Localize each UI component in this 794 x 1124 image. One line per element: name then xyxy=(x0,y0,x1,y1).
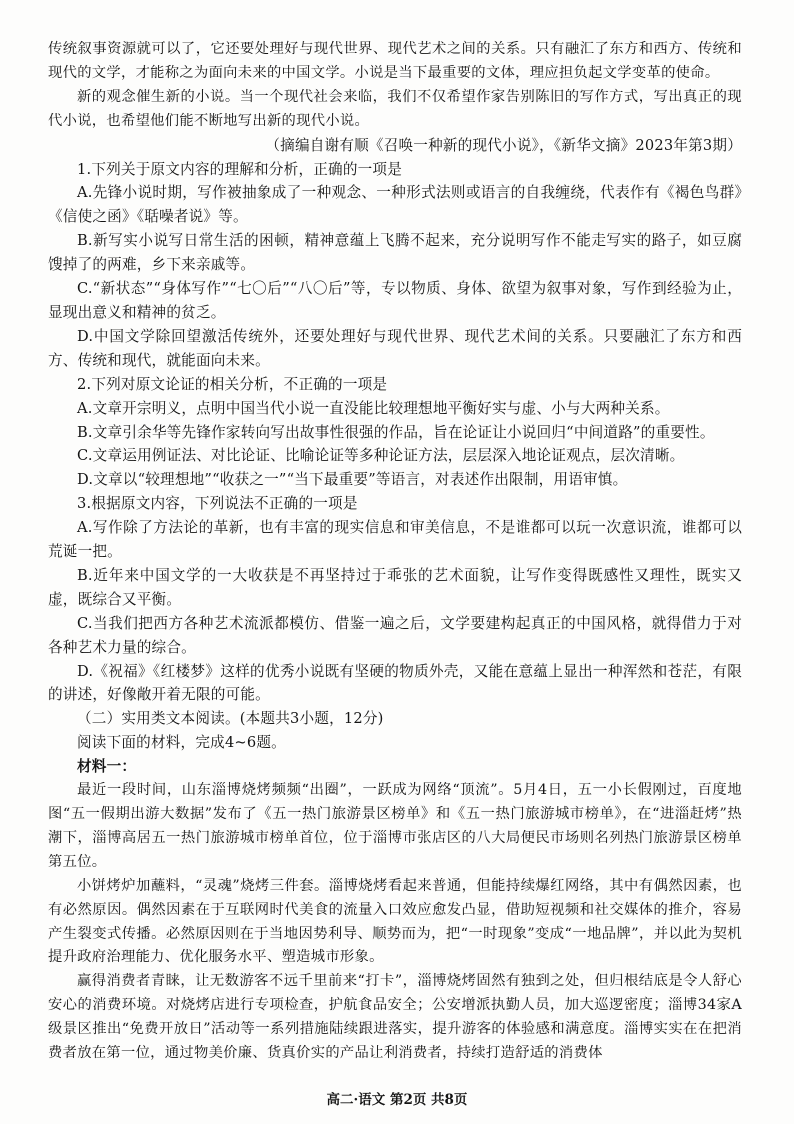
page-footer: 高二·语文 第2页 共8页 xyxy=(326,1092,468,1108)
option-d: D.《祝福》《红楼梦》这样的优秀小说既有坚硬的物质外壳，又能在意蕴上显出一种浑然和苍茫，有限的讲述，好像敞开着无限的可能。 xyxy=(48,662,742,704)
material-paragraph: 最近一段时间，山东淄博烧烤频频“出圈”，一跃成为网络“顶流”。5月4日，五一小长假刚过，百度地图“五一假期出游大数据”发布了《五一热门旅游景区榜单》和《五一热门旅游城市榜单》，在“进淄赶烤”热潮下，淄博高居五一热门旅游城市榜单首位，位于淄博市张店区的八大局便民市场则名列热门旅游景区榜单第五位。 xyxy=(48,782,742,870)
option-a: A.文章开宗明义，点明中国当代小说一直没能比较理想地平衡好实与虚、小与大两种关系。 xyxy=(77,399,670,417)
material-paragraph: 小饼烤炉加蘸料，“灵魂”烧烤三件套。淄博烧烤看起来普通，但能持续爆红网络，其中有偶然因素，也有必然原因。偶然因素在于互联网时代美食的流量入口效应愈发凸显，借助短视频和社交媒体的推介，容易产生裂变式传播。必然原因则在于当地因势利导、顺势而为，把“一时现象”变成“一地品牌”，并以此为契机提升政府治理能力、优化服务水平、塑造城市形象。 xyxy=(48,877,742,966)
option-d: D.文章以“较理想地”“收获之一”“当下最重要”等语言，对表述作出限制，用语审慎。 xyxy=(77,471,628,489)
question-2 xyxy=(48,373,742,493)
option-b: B.文章引余华等先锋作家转向写出故事性很强的作品，旨在论证让小说回归“中间道路”的重要性。 xyxy=(77,423,715,441)
option-c: C.“新状态”“身体写作”“七〇后”“八〇后”等，专以物质、身体、欲望为叙事对象，写作到经验为止，显现出意义和精神的贫乏。 xyxy=(48,280,742,321)
citation: （摘编自谢有顺《召唤一种新的现代小说》，《新华文摘》2023年第3期） xyxy=(265,136,742,154)
question-3 xyxy=(48,492,742,707)
option-b: B.近年来中国文学的一大收获是不再坚持过于乖张的艺术面貌，让写作变得既感性又理性，既实又虚，既综合又平衡。 xyxy=(48,566,742,608)
passage-tail xyxy=(48,38,742,134)
option-c: C.当我们把西方各种艺术流派都模仿、借鉴一遍之后，文学要建构起真正的中国风格，就得借力于对各种艺术力量的综合。 xyxy=(48,614,742,656)
question-stem: 2.下列对原文论证的相关分析，不正确的一项是 xyxy=(77,375,388,393)
section-heading: （二）实用类文本阅读。(本题共3小题，12分) xyxy=(77,710,384,728)
page-content xyxy=(48,38,742,1066)
section-instruction: 阅读下面的材料，完成4~6题。 xyxy=(77,734,286,752)
passage-paragraph: 新的观念催生新的小说。当一个现代社会来临，我们不仅希望作家告别陈旧的写作方式，写出真正的现代小说，也希望他们能不断地写出新的现代小说。 xyxy=(48,88,742,129)
material-label: 材料一： xyxy=(77,758,137,776)
section-2 xyxy=(48,707,742,1066)
question-stem: 3.根据原文内容，下列说法不正确的一项是 xyxy=(77,495,358,513)
option-a: A.写作除了方法论的革新，也有丰富的现实信息和审美信息，不是谁都可以玩一次意识流，谁都可以荒诞一把。 xyxy=(48,519,742,561)
option-b: B.新写实小说写日常生活的困顿，精神意蕴上飞腾不起来，充分说明写作不能走写实的路子，如豆腐馊掉了的两难，乡下来亲戚等。 xyxy=(48,232,742,274)
option-d: D.中国文学除回望激活传统外，还要处理好与现代世界、现代艺术间的关系。只要融汇了东方和西方、传统和现代，就能面向未来。 xyxy=(48,327,742,369)
material-paragraph: 赢得消费者青睐，让无数游客不远千里前来“打卡”，淄博烧烤固然有独到之处，但归根结底是令人舒心安心的消费环境。对烧烤店进行专项检查，护航食品安全；公安增派执勤人员，加大巡逻密度；淄博34家A级景区推出“免费开放日”活动等一系列措施陆续跟进落实，提升游客的体验感和满意度。淄博实实在在把消费者放在第一位，通过物美价廉、货真价实的产品让利消费者，持续打造舒适的消费体 xyxy=(48,973,742,1062)
question-1 xyxy=(48,158,742,373)
question-stem: 1.下列关于原文内容的理解和分析，正确的一项是 xyxy=(77,160,402,178)
option-c: C.文章运用例证法、对比论证、比喻论证等多种论证方法，层层深入地论证观点，层次清晰。 xyxy=(77,447,685,465)
passage-paragraph: 传统叙事资源就可以了，它还要处理好与现代世界、现代艺术之间的关系。只有融汇了东方和西方、传统和现代的文学，才能称之为面向未来的中国文学。小说是当下最重要的文体，理应担负起文学变革的使命。 xyxy=(48,41,742,81)
option-a: A.先锋小说时期，写作被抽象成了一种观念、一种形式法则或语言的自我缠绕，代表作有《褐色鸟群》《信使之函》《聒噪者说》等。 xyxy=(48,184,742,226)
